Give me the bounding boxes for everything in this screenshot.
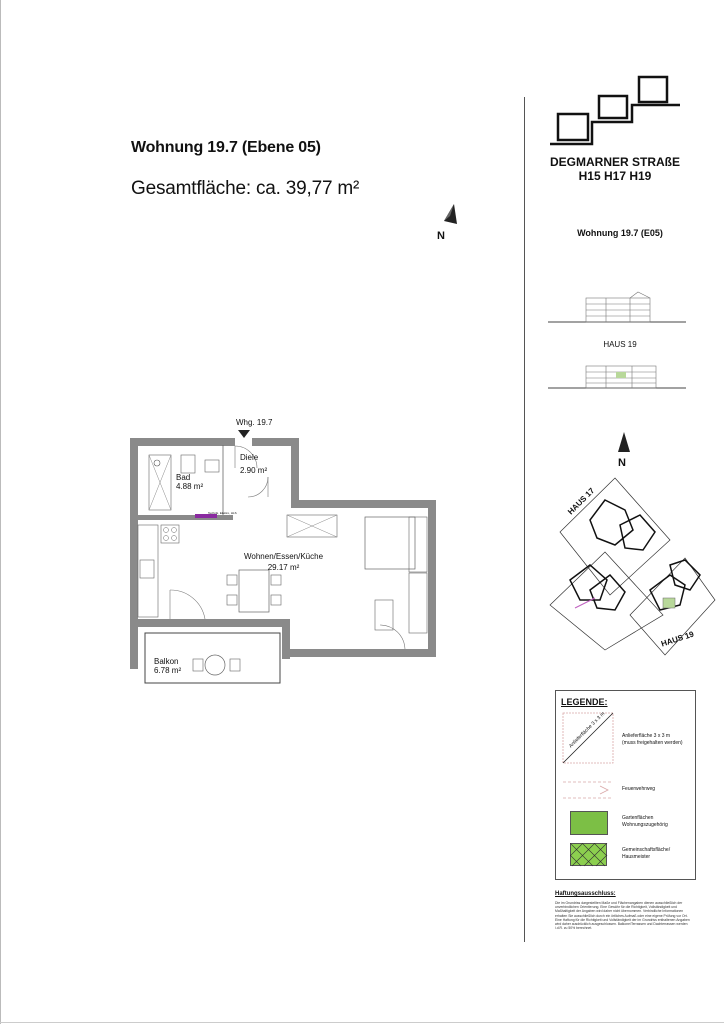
site-haus19-label: HAUS 19 (660, 629, 695, 649)
north-arrow-icon (440, 204, 460, 226)
legend-common-sub: Hausmeister (622, 854, 651, 860)
sidebar-divider (524, 97, 525, 942)
legend-common-label: Gemeinschaftsfläche/ (622, 847, 671, 853)
room-wohnen-name: Wohnen/Essen/Küche (244, 552, 324, 561)
legend-garden-label: Gartenflächen (622, 815, 654, 821)
page-border-left (0, 0, 1, 1024)
legend-common (622, 847, 670, 861)
legend-delivery (622, 733, 683, 747)
legend-garden (622, 815, 668, 829)
room-bad (176, 473, 203, 491)
room-wohnen (244, 552, 323, 572)
room-balkon-name: Balkon (154, 657, 179, 666)
room-balkon (154, 657, 181, 675)
site-haus17-label: HAUS 17 (566, 486, 597, 517)
elevation-haus-label: HAUS 19 (603, 340, 637, 349)
site-north-arrow-icon (617, 432, 631, 454)
site-north-label: N (618, 457, 626, 469)
room-wohnen-area: 29.17 m² (267, 563, 300, 572)
legend-delivery-area-icon (562, 712, 614, 764)
disclaimer-text: Die im Grundriss dargestellten Maße und Flächenangaben dienen ausschließlich der unverbindlichen Orientierung. Eine Gewähr für die Richtigkeit, Vollständigkeit und Maßhaltigkeit der Angaben wird daher nicht übernommen. Verbindliche Informationen erhalten Sie ausschließlich durch ein örtliches Aufmaß oder eine eigene Prüfung vor Ort. Eine Haftung für die Richtigkeit und Vollständigkeit der im Grundriss enthaltenen Angaben wird daher ausdrücklich ausgeschlossen. Balkone/Terrassen und Dachterrassen werden i.d.R. zu 50% berechnet. (555, 901, 690, 931)
sidebar-apartment-label: Wohnung 19.7 (E05) (577, 228, 663, 238)
entry-label: Whg. 19.7 (236, 418, 273, 427)
room-bad-area: 4.88 m² (176, 482, 204, 491)
project-name (540, 155, 690, 183)
room-bad-name: Bad (176, 473, 191, 482)
project-name-line1: DEGMARNER STRAßE (549, 155, 680, 169)
north-label: N (437, 230, 445, 242)
project-name-line2: H15 H17 H19 (578, 169, 652, 183)
room-balkon-area: 6.78 m² (154, 666, 182, 675)
legend-title: LEGENDE: (561, 697, 608, 707)
disclaimer-title: Haftungsausschluss: (555, 891, 616, 897)
legend-common-swatch (570, 843, 608, 867)
project-logo-icon (550, 70, 690, 150)
legend-fire-route-label: Feuerwehrweg (622, 786, 656, 792)
room-diele (240, 453, 267, 475)
tech-note: Technik, Elektro, HLS (208, 511, 237, 515)
room-diele-name: Diele (240, 453, 259, 462)
room-diele-area: 2.90 m² (240, 466, 268, 475)
total-area: Gesamtfläche: ca. 39,77 m² (131, 178, 360, 199)
legend-delivery-diag: Anlieferfläche 3 x 3 m (568, 710, 607, 750)
legend-garden-sub: Wohnungszugehörig (622, 822, 668, 828)
legend-delivery-label: Anlieferfläche 3 x 3 m (622, 733, 671, 739)
page-border-bottom (0, 1022, 724, 1023)
site-plan-diagram (545, 470, 720, 660)
legend-garden-swatch (570, 811, 608, 835)
apartment-title: Wohnung 19.7 (Ebene 05) (131, 139, 321, 156)
legend-delivery-sub: (muss freigehalten werden) (622, 740, 683, 746)
legend-fire-route-icon (562, 778, 614, 802)
